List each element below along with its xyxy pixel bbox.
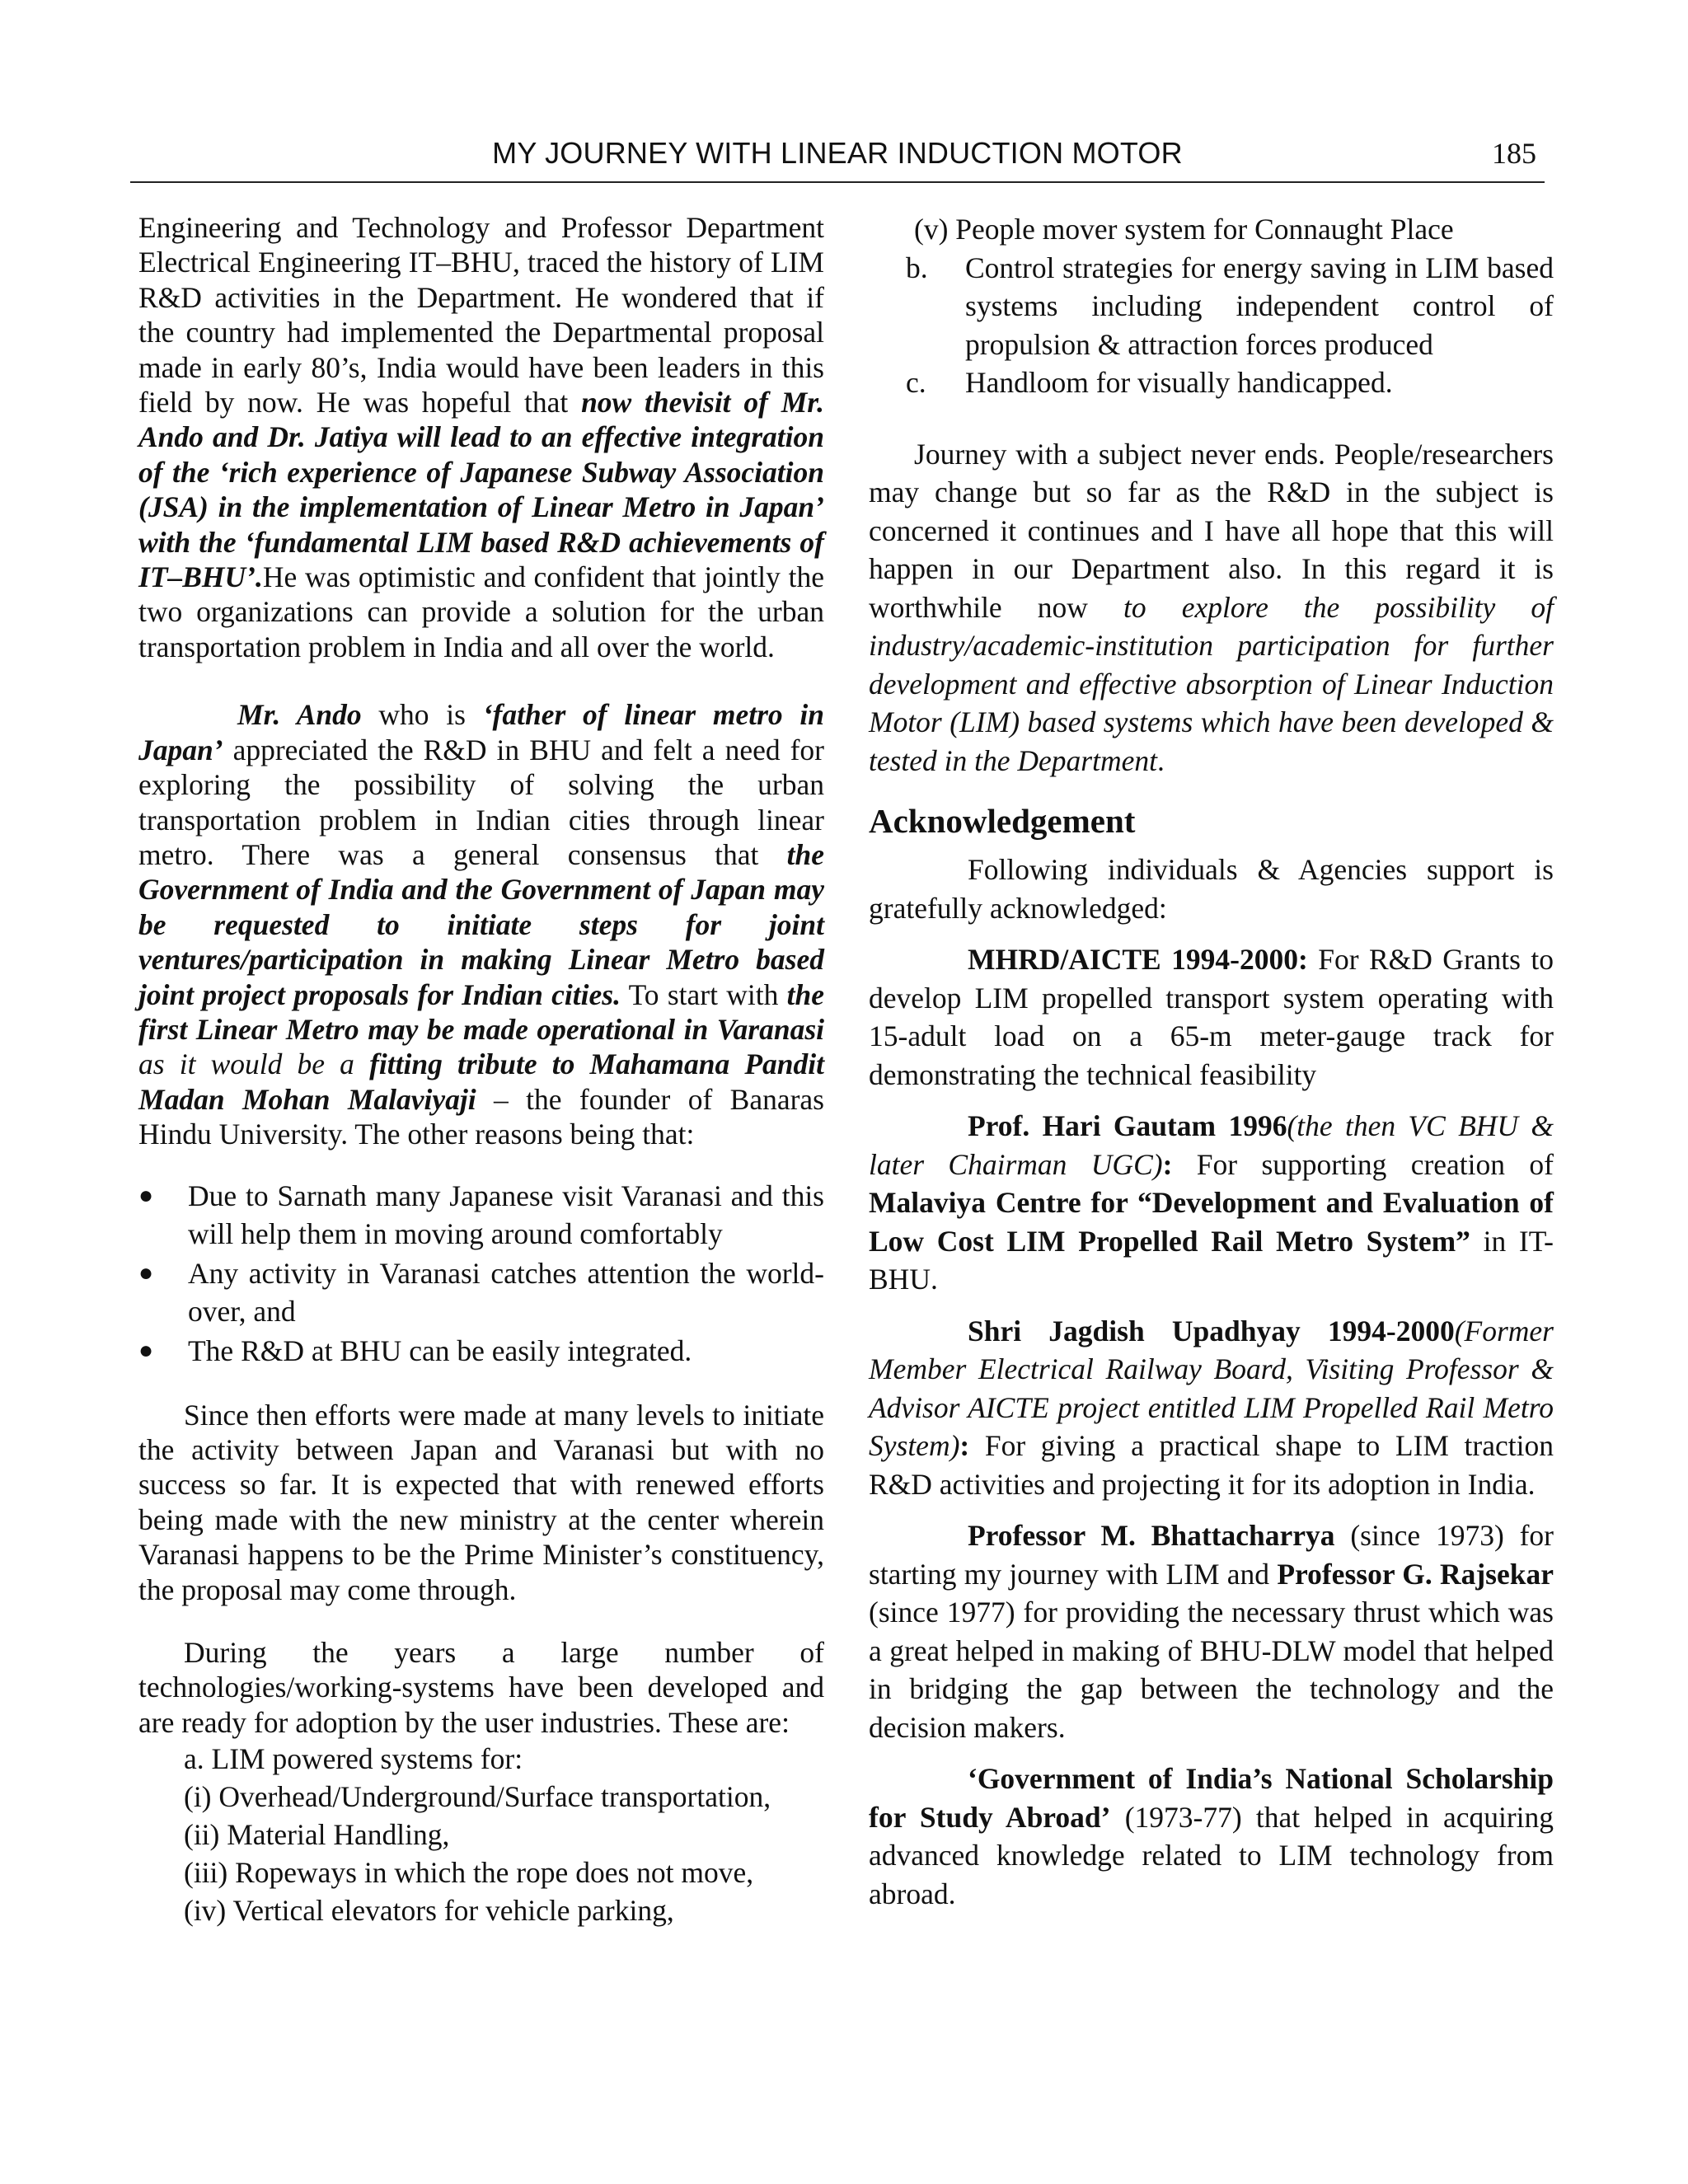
list-item-roman: (iii) Ropeways in which the rope does not move,	[184, 1856, 754, 1890]
right-column	[869, 210, 1554, 1913]
bullet-icon: ●	[138, 1336, 154, 1364]
paragraph-ando: Mr. Ando who is ‘father of linear metro in Japan’ appreciated the R&D in BHU and felt a need for exploring the possibility of solving the urban transportation problem in Indian cities through linear metro. There was a general consensus that the Government of India and the Government of Japan may be requested to initiate steps for joint ventures/participation in making Linear Metro based joint project proposals for Indian cities. To start with the first Linear Metro may be made operational in Varanasi as it would be a fitting tribute to Mahamana Pandit Madan Mohan Malaviyaji – the founder of Banaras Hindu University. The other reasons being that:	[138, 698, 825, 1151]
list-item-b: b. Control strategies for energy saving in LIM based systems including independent control of propulsion & attraction forces produced	[906, 251, 1554, 361]
ack-gautam: Prof. Hari Gautam 1996(the then VC BHU & later Chairman UGC): For supporting creation of Malaviya Centre for “Development and Evaluation of Low Cost LIM Propelled Rail Metro System” in IT-BHU.	[869, 1109, 1554, 1296]
list-item-a: a. LIM powered systems for:	[184, 1742, 523, 1776]
left-column	[138, 210, 824, 1929]
ack-scholarship: ‘Government of India’s National Scholarship for Study Abroad’ (1973-77) that helped in acquiring advanced knowledge related to LIM technology from abroad.	[869, 1762, 1554, 1910]
ack-mhrd: MHRD/AICTE 1994-2000: For R&D Grants to develop LIM propelled transport system operating with 15-adult load on a 65-m meter-gauge track for demonstrating the technical feasibility	[869, 943, 1554, 1091]
running-header	[130, 136, 1545, 177]
page-number: 185	[1492, 137, 1536, 170]
list-item-roman: (ii) Material Handling,	[184, 1818, 450, 1852]
list-item: ● Any activity in Varanasi catches attention the world-over, and	[138, 1254, 824, 1330]
paragraph-efforts: Since then efforts were made at many levels to initiate the activity between Japan and Varanasi but with no success so far. It is expected that with renewed efforts being made with the new ministry at the center wherein Varanasi happens to be the Prime Minister’s constituency, the proposal may come through.	[138, 1398, 824, 1606]
paragraph-technologies: During the years a large number of technologies/working-systems have been developed and are ready for adoption by the user industries. These are:	[138, 1636, 824, 1739]
list-item-roman: (i) Overhead/Underground/Surface transportation,	[184, 1780, 771, 1814]
list-item-roman: (v) People mover system for Connaught Place	[914, 213, 1454, 246]
paragraph-history: Engineering and Technology and Professor Department Electrical Engineering IT–BHU, traced the history of LIM R&D activities in the Department. He wondered that if the country had implemented the Departmental proposal made in early 80’s, India would have been leaders in this field by now. He was hopeful that now thevisit of Mr. Ando and Dr. Jatiya will lead to an effective integration of the ‘rich experience of Japanese Subway Association (JSA) in the implementation of Linear Metro in Japan’ with the ‘fundamental LIM based R&D achievements of IT–BHU’.He was optimistic and confident that jointly the two organizations can provide a solution for the urban transportation problem in India and all over the world.	[138, 211, 824, 663]
ack-intro: Following individuals & Agencies support is gratefully acknowledged:	[869, 853, 1554, 925]
paragraph-journey: Journey with a subject never ends. People/researchers may change but so far as the R&D in the subject is concerned it continues and I have all hope that this will happen in our Department also. In this regard it is worthwhile now to explore the possibility of industry/academic-institution participation for further development and effective absorption of Linear Induction Motor (LIM) based systems which have been developed & tested in the Department.	[869, 437, 1554, 777]
list-item-c: c. Handloom for visually handicapped.	[906, 366, 1393, 399]
list-item: ● The R&D at BHU can be easily integrated.	[138, 1332, 824, 1370]
technology-list-continued	[869, 210, 1554, 402]
bullet-icon: ●	[138, 1258, 154, 1286]
list-item-roman: (iv) Vertical elevators for vehicle parking,	[184, 1894, 674, 1928]
list-item: ● Due to Sarnath many Japanese visit Varanasi and this will help them in moving around comfortably	[138, 1177, 824, 1253]
bullet-icon: ●	[138, 1181, 154, 1209]
ack-upadhyay: Shri Jagdish Upadhyay 1994-2000(Former Member Electrical Railway Board, Visiting Professor & Advisor AICTE project entitled LIM Propelled Rail Metro System): For giving a practical shape to LIM traction R&D activities and projecting it for its adoption in India.	[869, 1314, 1554, 1501]
acknowledgement-heading: Acknowledgement	[869, 802, 1136, 840]
ack-professors: Professor M. Bhattacharrya (since 1973) for starting my journey with LIM and Professor G. Rajsekar (since 1977) for providing the necessary thrust which was a great helped in making of BHU-DLW model that helped in bridging the gap between the technology and the decision makers.	[869, 1519, 1554, 1744]
header-title: MY JOURNEY WITH LINEAR INDUCTION MOTOR	[492, 136, 1183, 170]
header-rule	[130, 181, 1545, 183]
reasons-list	[138, 1177, 824, 1370]
